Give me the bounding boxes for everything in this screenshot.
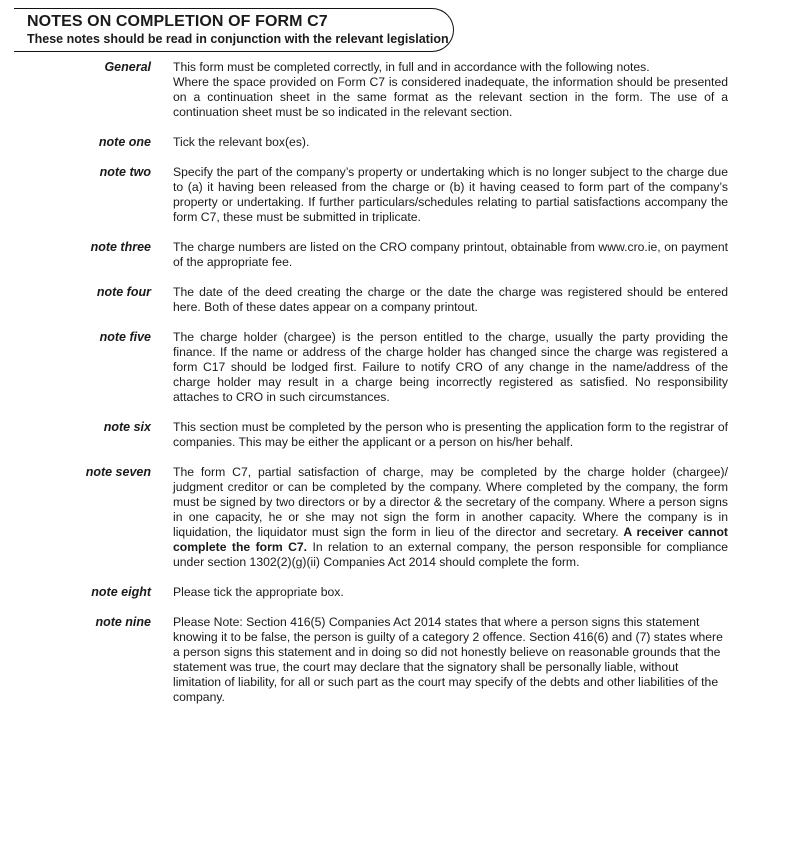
note-label: note one — [98, 135, 151, 149]
note-one — [0, 135, 800, 165]
note-text-part: In relation to an external company, the person responsible for compliance under section 1302(2)(g)(ii) Companies Act 2014 should complete the form. — [173, 540, 728, 569]
note-label: note six — [103, 420, 151, 434]
note-text: Please Note: Section 416(5) Companies Act 2014 states that where a person signs this statement knowing it to be false, the person is guilty of a category 2 offence. Section 416(6) and (7) states where a person signs this statement and in doing so did not honestly believe on reasonable grounds that the statement was true, the court may declare that the signatory shall be personally liable, without limitation of liability, for all or such part as the court may specify of the debts and other liabilities of the company. — [173, 615, 723, 704]
note-label: note seven — [85, 465, 151, 479]
note-label: note four — [96, 285, 151, 299]
note-label: note nine — [95, 615, 151, 629]
notes-list — [0, 60, 800, 705]
note-label: note eight — [91, 585, 151, 599]
note-paragraph: Where the space provided on Form C7 is considered inadequate, the information should be presented on a continuation sheet in the same format as the relevant section in the form. The use of a continuation sheet must be so indicated in the relevant section. — [173, 75, 728, 119]
note-label: note two — [99, 165, 151, 179]
note-three — [0, 240, 800, 285]
note-general — [0, 60, 800, 135]
note-five — [0, 330, 800, 420]
note-eight — [0, 585, 800, 615]
note-text: The charge numbers are listed on the CRO company printout, obtainable from www.cro.ie, on payment of the appropriate fee. — [173, 240, 728, 269]
note-text: The charge holder (chargee) is the person entitled to the charge, usually the party providing the finance. If the name or address of the charge holder has changed since the charge was registered a form C17 should be lodged first. Failure to notify CRO of any change in the name/address of the charge holder may result in a charge being incorrectly registered as satisfied. No responsibility attaches to CRO in such circumstances. — [173, 330, 728, 404]
note-label: General — [104, 60, 151, 74]
note-label: note five — [99, 330, 151, 344]
note-six — [0, 420, 800, 465]
note-text-emphasis: A receiver cannot complete the form C7. — [173, 525, 728, 554]
note-text: This section must be completed by the person who is presenting the application form to the registrar of companies. This may be either the applicant or a person on his/her behalf. — [173, 420, 728, 449]
page-subtitle: These notes should be read in conjunction with the relevant legislation — [27, 32, 449, 46]
note-text: The date of the deed creating the charge or the date the charge was registered should be entered here. Both of these dates appear on a company printout. — [173, 285, 728, 314]
note-four — [0, 285, 800, 330]
note-seven — [0, 465, 800, 585]
note-text: Specify the part of the company’s property or undertaking which is no longer subject to the charge due to (a) it having been released from the charge or (b) it having ceased to form part of the company’s property or undertaking. If further particulars/schedules relating to partial satisfactions accompany the form C7, these must be submitted in triplicate. — [173, 165, 728, 224]
note-paragraph: This form must be completed correctly, in full and in accordance with the following notes. — [173, 60, 650, 74]
note-text: Please tick the appropriate box. — [173, 585, 344, 599]
note-two — [0, 165, 800, 240]
note-text — [173, 60, 728, 120]
page-title: NOTES ON COMPLETION OF FORM C7 — [27, 13, 328, 30]
note-text — [173, 465, 728, 570]
note-text-part: The form C7, partial satisfaction of charge, may be completed by the charge holder (chargee)/ judgment creditor or can be completed by the company. Where completed by the company, the form must be signed by two directors or by a director & the secretary of the company. Where a person signs in one capacity, he or she may not sign the form in another capacity. Where the company is in liquidation, the liquidator must sign the form in lieu of the director and secretary. — [173, 465, 728, 539]
note-text: Tick the relevant box(es). — [173, 135, 310, 149]
note-nine — [0, 615, 800, 705]
note-label: note three — [90, 240, 151, 254]
